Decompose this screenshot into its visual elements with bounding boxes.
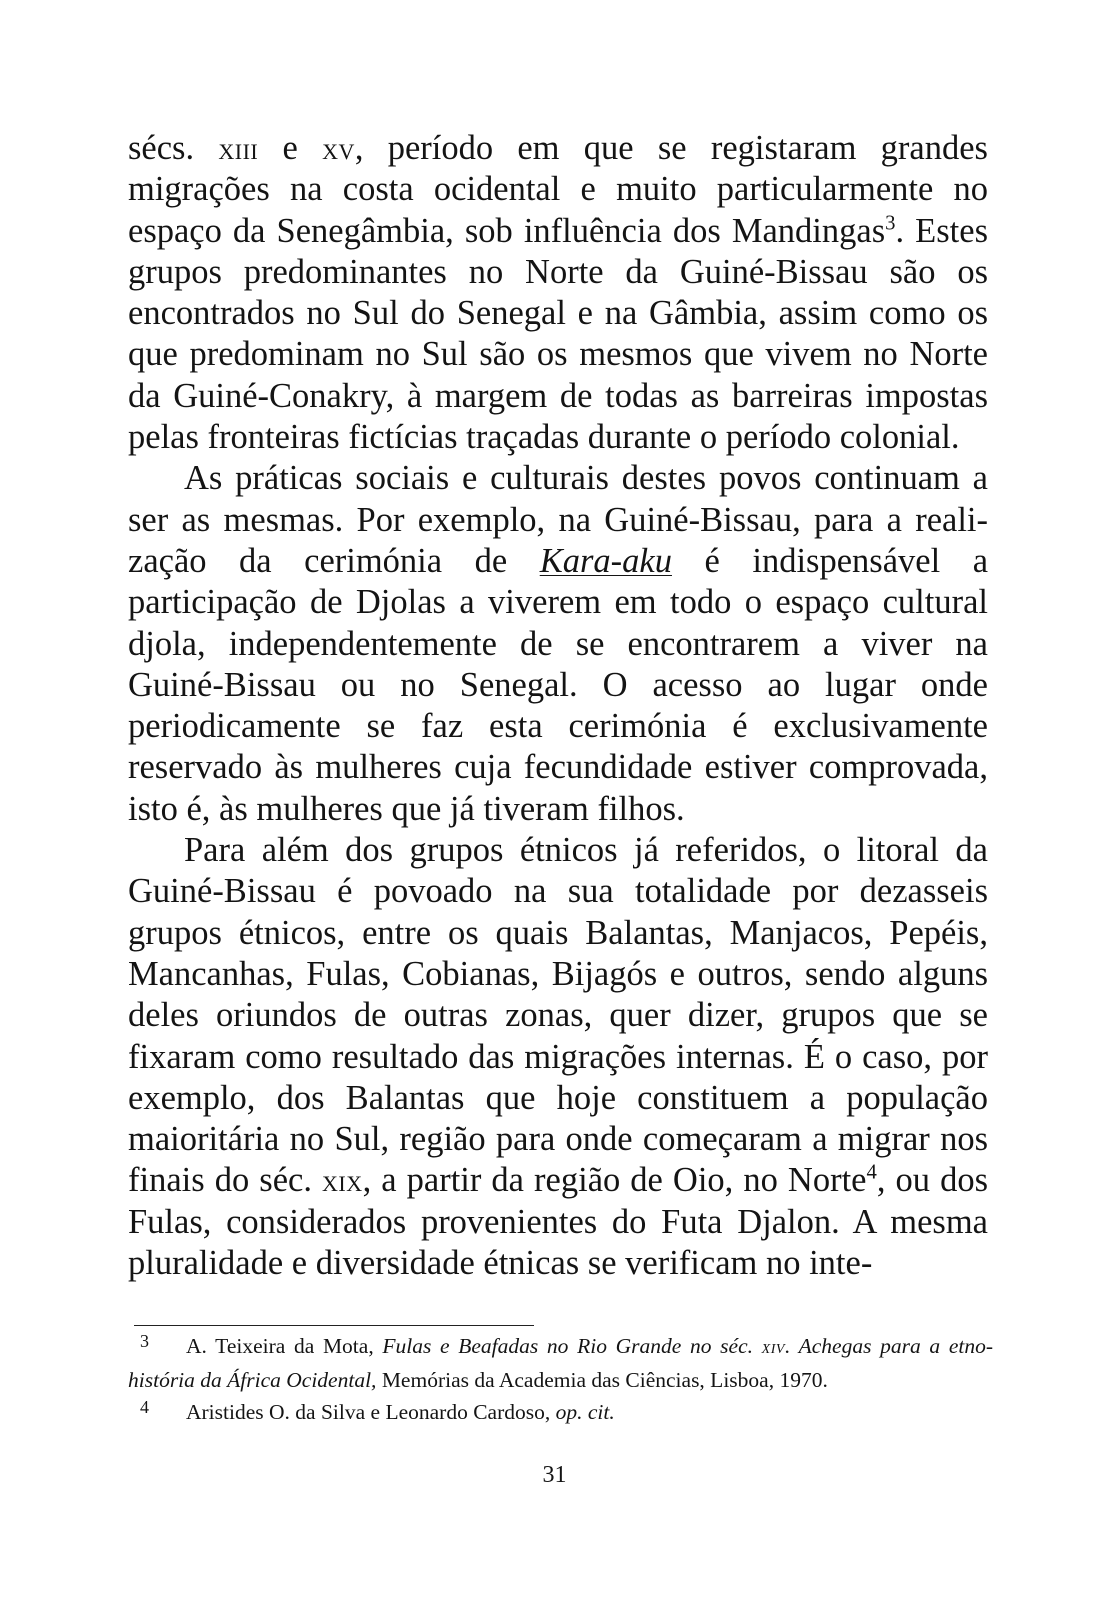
cited-title: Fulas e Beafadas no Rio Grande no séc. — [382, 1334, 762, 1358]
century-numeral: xiii — [218, 131, 259, 166]
footnotes — [128, 1330, 993, 1428]
century-numeral: xiv — [761, 1337, 785, 1358]
op-cit: op. cit. — [555, 1400, 615, 1424]
century-numeral: xix — [322, 1163, 363, 1199]
footnote-divider — [134, 1325, 534, 1326]
cited-title: . Achegas para a etno-história da África Ocidental, — [128, 1334, 993, 1392]
footnote-reference-3[interactable]: 3 — [885, 212, 896, 235]
paragraph-2: As práticas sociais e culturais destes povos continuam a ser as mesmas. Por exemplo, na Guiné-Bissau, para a realização da cerimónia de Kara-aku é indispensável a participação de Djolas a viverem em todo o espaço cultural djola, independentemente de se encontrarem a viver na Guiné-Bissau ou no Senegal. O acesso ao lugar onde periodicamente se faz esta cerimónia é exclusivamente reservado às mulheres cuja fecundidade estiver comprovada, isto é, às mulheres que já tiveram filhos. — [128, 459, 989, 828]
footnote-reference-4[interactable]: 4 — [866, 1161, 877, 1184]
paragraph-3: Para além dos grupos étnicos já referidos, o litoral da Guiné-Bissau é povoado na sua totalidade por dezasseis grupos étnicos, entre os quais Balantas, Manjacos, Pepéis, Mancanhas, Fulas, Cobianas, Bijagós e outros, sendo alguns deles oriundos de outras zonas, quer dizer, grupos que se fixaram como resultado das migrações internas. É o caso, por exemplo, dos Balantas que hoje constituem a população maioritária no Sul, região para onde começaram a migrar nos finais do séc. xix, a partir da região de Oio, no Norte$^4$, ou dos Fulas, considerados provenientes do Futa Djalon. A mesma pluralidade e diversidade étnicas se verificam no inte- — [128, 831, 988, 1283]
body-text — [128, 128, 988, 1284]
paragraph-1: sécs. xiii e xv, período em que se registaram grandes migrações na costa ocidental e muito particularmente no espaço da Senegâmbia, sob influência dos Mandingas$^3$. Estes grupos predominantes no Norte da Guiné-Bissau são os encontrados no Sul do Senegal e na Gâmbia, assim como os que predominam no Sul são os mesmos que vivem no Norte da Guiné-Conakry, à margem de todas as barreiras impostas pelas fronteiras fictícias traçadas durante o período colonial. — [128, 129, 988, 457]
page-number: 31 — [542, 1462, 567, 1488]
footnote-3: 3 A. Teixeira da Mota, Fulas e Beafadas no Rio Grande no séc. xiv. Achegas para a etno-história da África Ocidental, Memórias da Academia das Ciências, Lisboa, 1970. — [128, 1331, 993, 1392]
century-numeral: xv — [322, 131, 355, 166]
footnote-4: 4 Aristides O. da Silva e Leonardo Cardoso, op. cit. — [140, 1397, 615, 1424]
ceremony-term: Kara-aku — [539, 541, 672, 580]
